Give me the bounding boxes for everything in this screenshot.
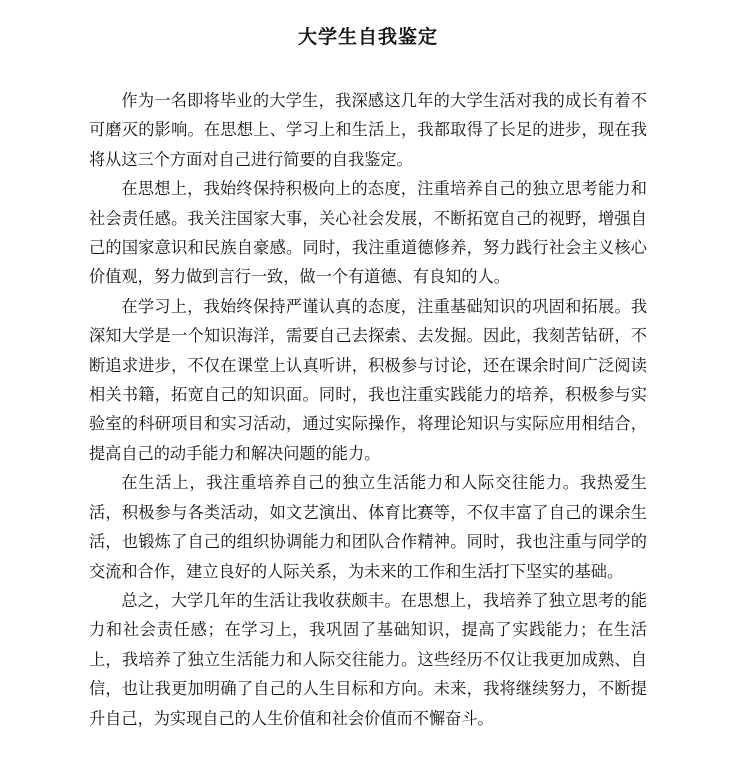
paragraph-intro: 作为一名即将毕业的大学生，我深感这几年的大学生活对我的成长有着不可磨灭的影响。在思想上、学习上和生活上，我都取得了长足的进步，现在我将从这三个方面对自己进行简要的自我鉴定。 [89,91,647,169]
paragraph-thought: 在思想上，我始终保持积极向上的态度，注重培养自己的独立思考能力和社会责任感。我关注国家大事，关心社会发展，不断拓宽自己的视野，增强自己的国家意识和民族自豪感。同时，我注重道德修养，努力践行社会主义核心价值观，努力做到言行一致，做一个有道德、有良知的人。 [89,179,647,287]
paragraph-life: 在生活上，我注重培养自己的独立生活能力和人际交往能力。我热爱生活，积极参与各类活动，如文艺演出、体育比赛等，不仅丰富了自己的课余生活，也锻炼了自己的组织协调能力和团队合作精神。同时，我也注重与同学的交流和合作，建立良好的人际关系，为未来的工作和生活打下坚实的基础。 [89,473,647,581]
paragraph-summary: 总之，大学几年的生活让我收获颇丰。在思想上，我培养了独立思考的能力和社会责任感；在学习上，我巩固了基础知识，提高了实践能力；在生活上，我培养了独立生活能力和人际交往能力。这些经历不仅让我更加成熟、自信，也让我更加明确了自己的人生目标和方向。未来，我将继续努力，不断提升自己，为实现自己的人生价值和社会价值而不懈奋斗。 [89,590,647,728]
paragraph-study: 在学习上，我始终保持严谨认真的态度，注重基础知识的巩固和拓展。我深知大学是一个知识海洋，需要自己去探索、去发掘。因此，我刻苦钻研，不断追求进步，不仅在课堂上认真听讲，积极参与讨论，还在课余时间广泛阅读相关书籍，拓宽自己的知识面。同时，我也注重实践能力的培养，积极参与实验室的科研项目和实习活动，通过实际操作，将理论知识与实际应用相结合，提高自己的动手能力和解决问题的能力。 [89,296,647,463]
document-title: 大学生自我鉴定 [297,26,438,48]
